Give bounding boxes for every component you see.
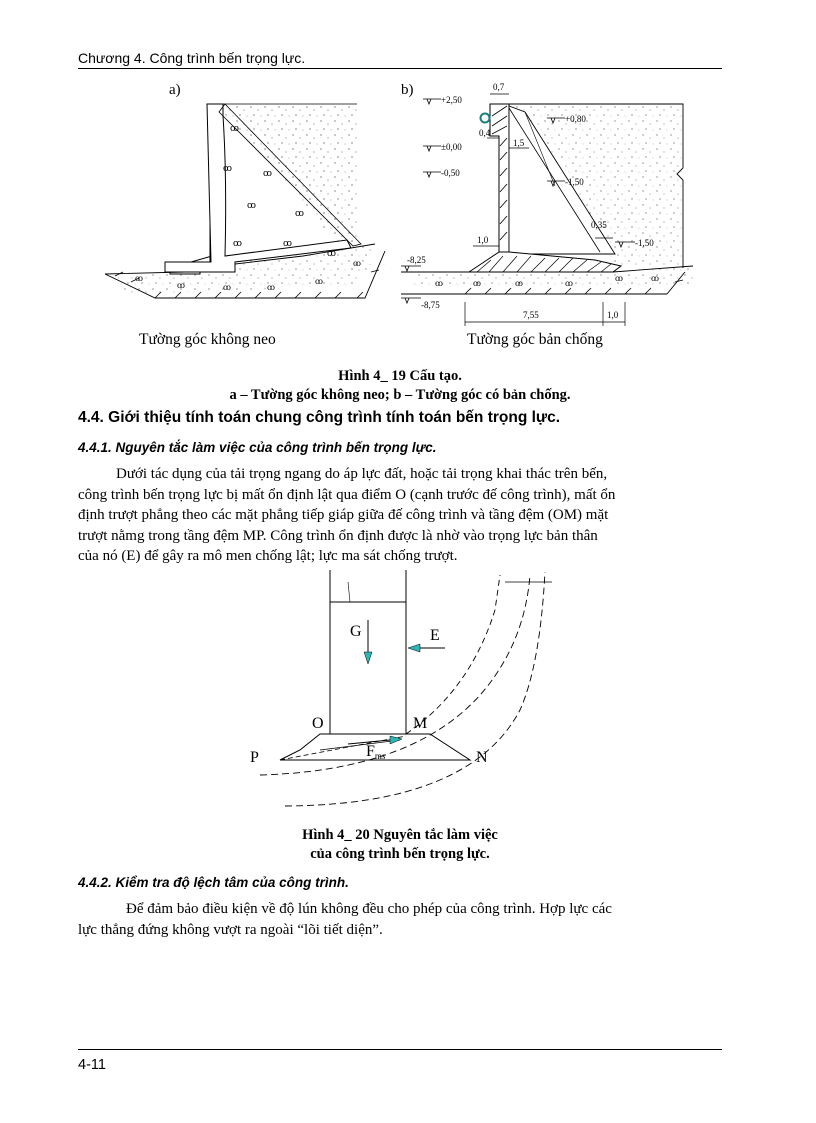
dim-10a: 1,0	[477, 235, 489, 245]
label-a: a)	[169, 82, 181, 98]
label-M: M	[413, 715, 428, 732]
section-4-4-1-title: 4.4.1. Nguyên tắc làm việc của công trình bến trọng lực.	[78, 440, 437, 455]
dim-15: 1,5	[513, 138, 525, 148]
svg-text:ꝏ: ꝏ	[223, 163, 232, 173]
svg-text:ꝏ: ꝏ	[473, 279, 481, 288]
earth-arrow-head	[408, 644, 420, 652]
svg-text:ꝏ: ꝏ	[233, 238, 242, 248]
page-header: Chương 4. Công trình bến trọng lực.	[78, 50, 306, 66]
label-P: P	[250, 749, 259, 766]
label-G: G	[350, 623, 362, 640]
label-N: N	[476, 749, 488, 766]
figure-4-20	[240, 570, 560, 815]
elev-p250: +2,50	[441, 95, 462, 105]
para-line-3: định trượt phẳng theo các mặt phẳng tiếp giáp giữa đế công trình và tầng đệm (OM) mặt	[78, 507, 609, 523]
subcaption-a: Tường góc không neo	[139, 331, 276, 348]
figure-4-19-caption-1: Hình 4_ 19 Cấu tạo.	[338, 368, 462, 384]
label-O: O	[312, 715, 324, 732]
para-line-1: Dưới tác dụng của tải trọng ngang do áp lực đất, hoặc tải trọng khai thác trên bến,	[116, 466, 608, 482]
svg-text:ꝏ: ꝏ	[353, 259, 361, 268]
figure-4-20-caption-2: của công trình bến trọng lực.	[310, 846, 490, 862]
elev-p080: +0,80	[565, 114, 586, 124]
svg-text:ꝏ: ꝏ	[223, 283, 231, 292]
section-4-4-2-title: 4.4.2. Kiểm tra độ lệch tâm của công trình.	[78, 875, 349, 890]
svg-text:ꝏ: ꝏ	[295, 208, 304, 218]
svg-text:ꝏ: ꝏ	[651, 274, 659, 283]
slip-arc-outer	[285, 572, 545, 806]
para2-line-2: lực thẳng đứng không vượt ra ngoài “lõi tiết diện”.	[78, 921, 383, 938]
elev-m150a: -1,50	[565, 177, 584, 187]
dim-04: 0,4	[479, 128, 491, 138]
wall-top-mark	[348, 582, 350, 602]
figure-4-19	[95, 76, 715, 360]
svg-text:ꝏ: ꝏ	[177, 281, 185, 290]
section-4-4-title: 4.4. Giới thiệu tính toán chung công trình tính toán bến trọng lực.	[78, 409, 561, 426]
dim-10b: 1,0	[607, 310, 619, 320]
para2-line-1: Để đảm bảo điều kiện về độ lún không đều cho phép của công trình. Hợp lực các	[126, 901, 612, 917]
subcaption-b: Tường góc bản chống	[467, 331, 603, 348]
figure-4-19-caption-2: a – Tường góc không neo; b – Tường góc có bản chống.	[229, 387, 571, 403]
bollard-icon	[481, 114, 490, 123]
label-E: E	[430, 627, 440, 644]
dim-755: 7,55	[523, 310, 539, 320]
dim-035: 0,35	[591, 220, 607, 230]
svg-text:ꝏ: ꝏ	[515, 279, 523, 288]
section-4-4-2-paragraph	[78, 899, 722, 940]
svg-text:ꝏ: ꝏ	[247, 200, 256, 210]
elev-m825: -8,25	[407, 255, 426, 265]
elev-m050: -0,50	[441, 168, 460, 178]
para-line-4: trượt nằmg trong tầng đệm MP. Công trình ổn định được là nhờ vào trọng lực bản thân	[78, 527, 598, 544]
figure-4-20-caption-1: Hình 4_ 20 Nguyên tắc làm việc	[302, 827, 498, 843]
elev-m875: -8,75	[421, 300, 440, 310]
elev-000: ±0,00	[441, 142, 462, 152]
page-number: 4-11	[78, 1057, 106, 1073]
svg-text:ꝏ: ꝏ	[615, 274, 623, 283]
dim-07: 0,7	[493, 82, 505, 92]
foundation-a	[117, 244, 377, 294]
svg-text:ꝏ: ꝏ	[283, 238, 292, 248]
svg-text:ꝏ: ꝏ	[230, 123, 239, 133]
label-b: b)	[401, 82, 414, 98]
para-line-5: của nó (E) để gây ra mô men chống lật; lực ma sát chống trượt.	[78, 548, 458, 564]
svg-text:ꝏ: ꝏ	[267, 283, 275, 292]
slip-arc-wall	[406, 575, 500, 734]
label-F: Fms	[366, 743, 386, 761]
svg-text:ꝏ: ꝏ	[315, 277, 323, 286]
svg-text:ꝏ: ꝏ	[565, 279, 573, 288]
svg-text:ꝏ: ꝏ	[263, 168, 272, 178]
section-4-4-1-paragraph	[78, 464, 722, 567]
para-line-2: công trình bến trọng lực bị mất ổn định lật qua điểm O (cạnh trước đế công trình), mất ổn	[78, 486, 616, 503]
header-rule	[78, 68, 722, 69]
elev-m150b: -1,50	[635, 238, 654, 248]
footer-rule	[78, 1049, 722, 1050]
svg-text:ꝏ: ꝏ	[435, 279, 443, 288]
svg-text:ꝏ: ꝏ	[135, 274, 143, 283]
